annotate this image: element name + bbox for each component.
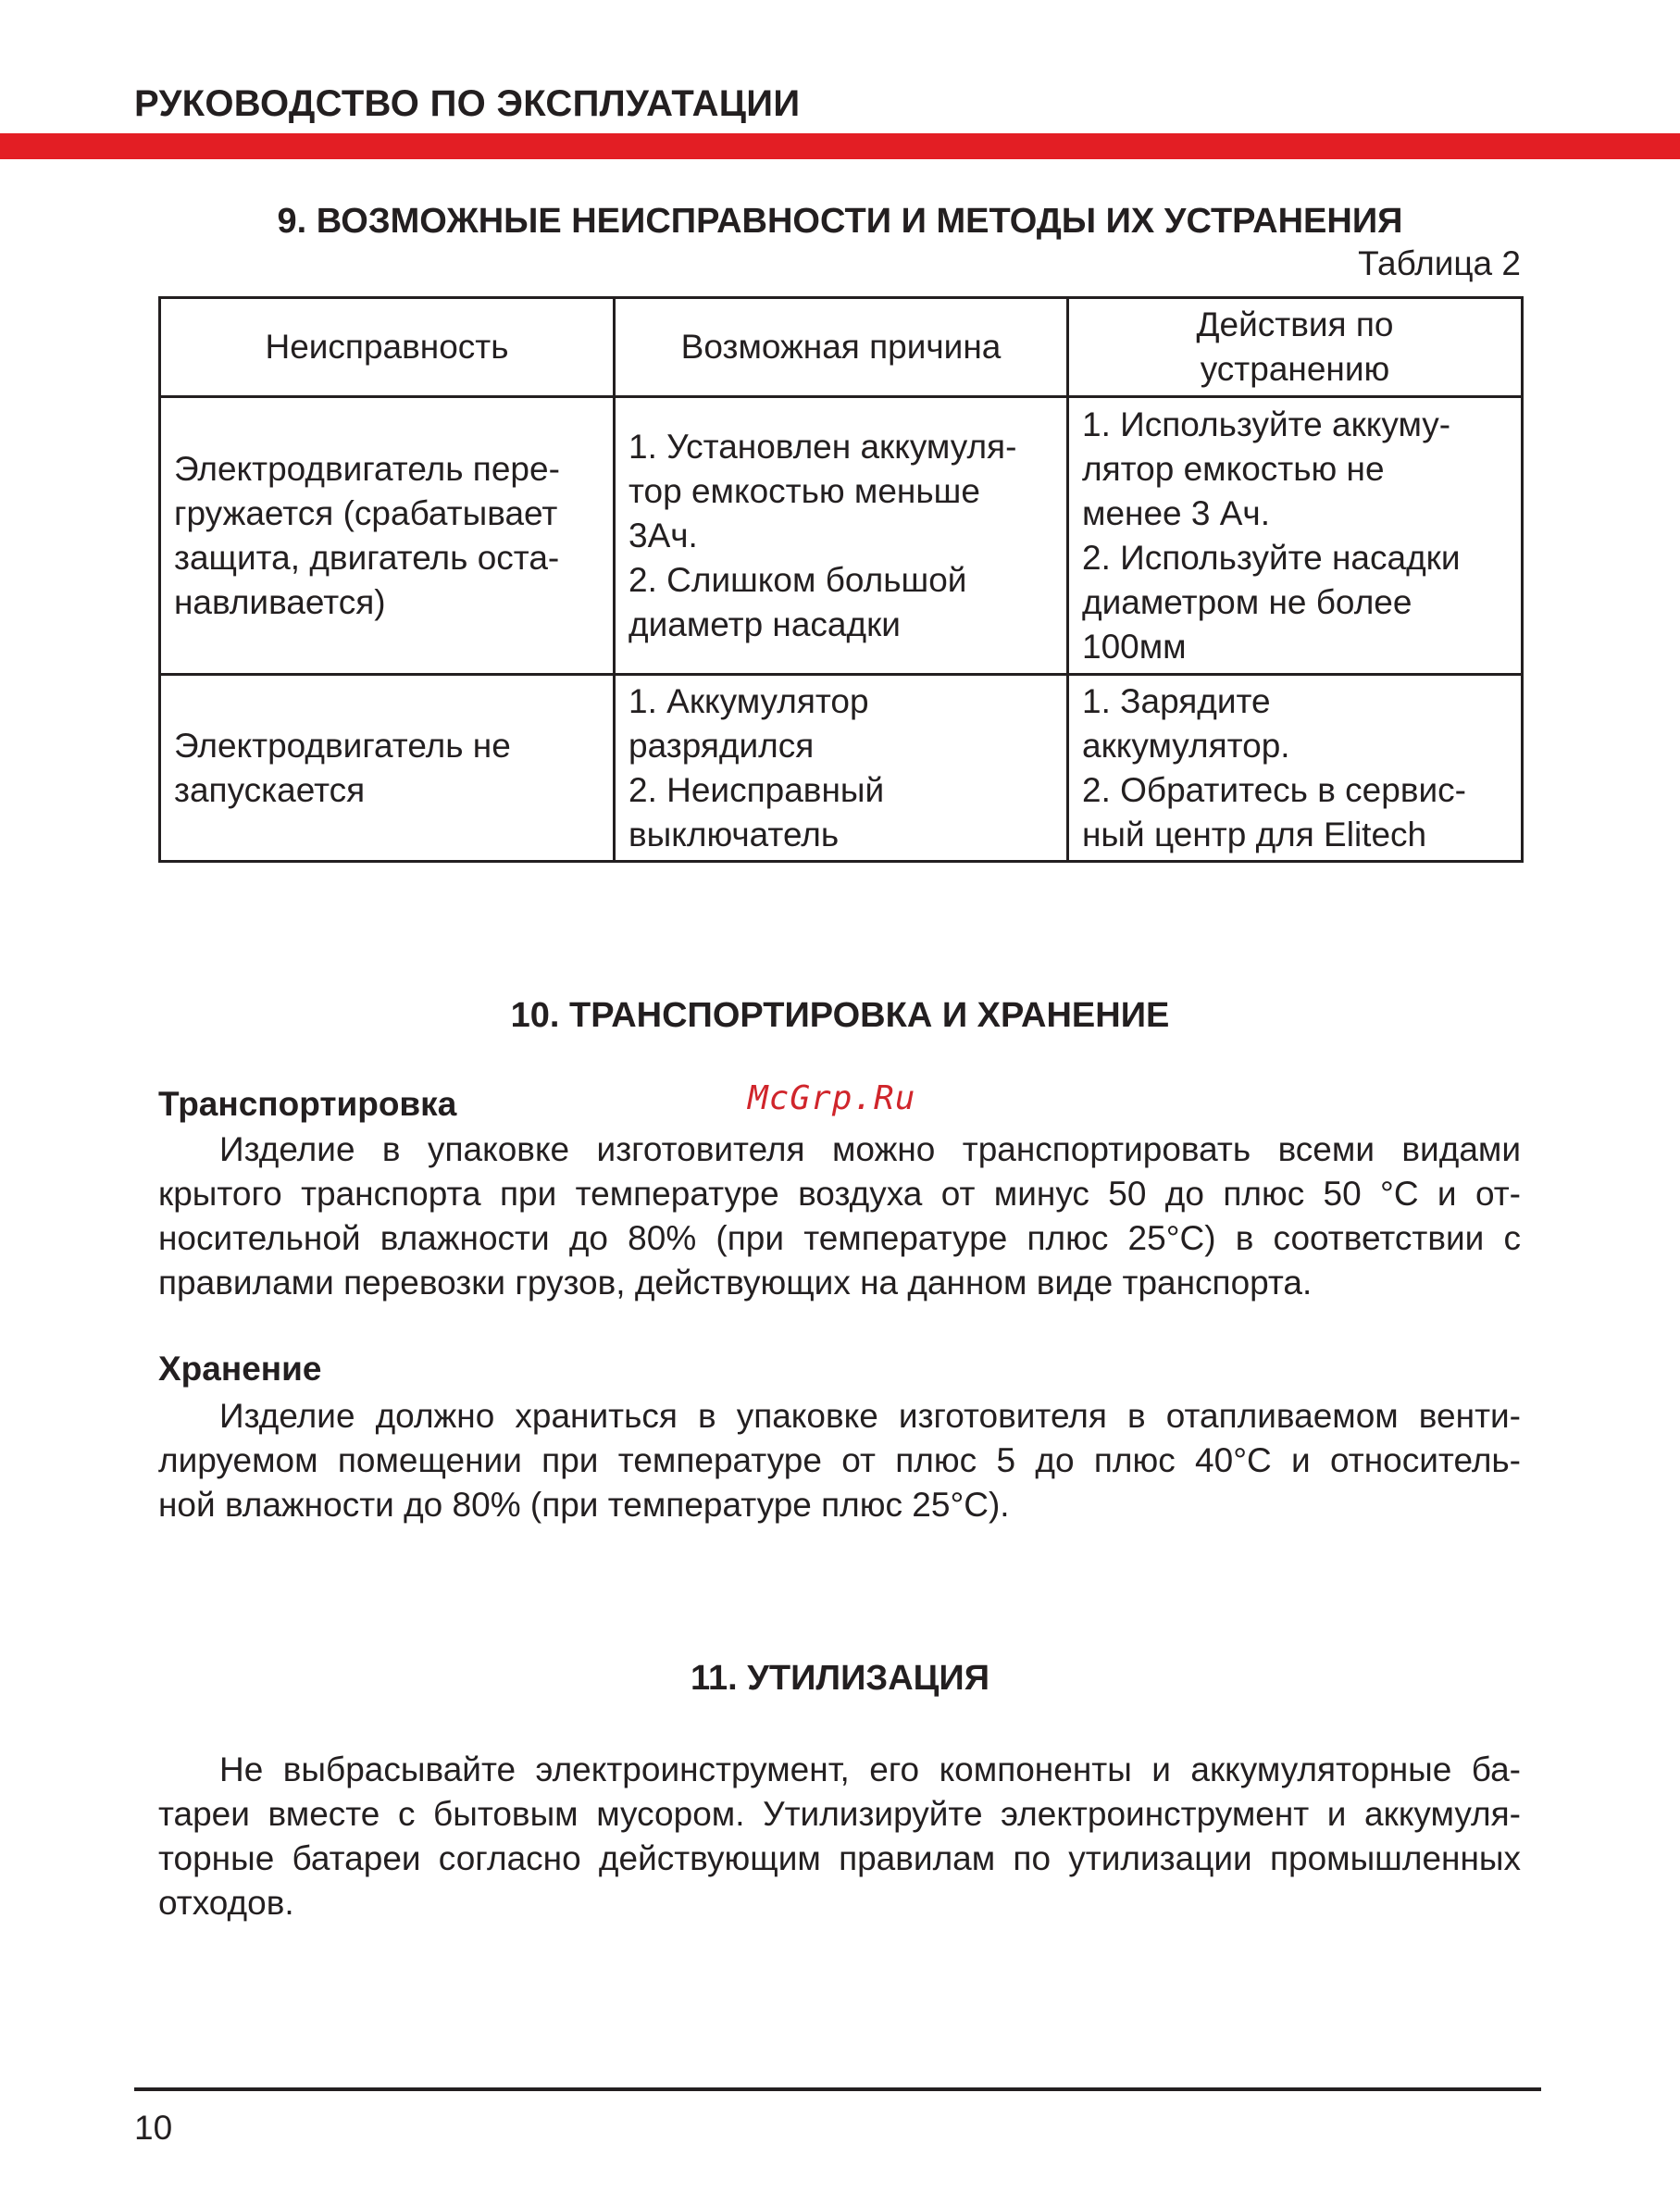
footer-rule bbox=[134, 2087, 1541, 2091]
fault-table bbox=[158, 296, 1524, 863]
header-red-bar bbox=[0, 133, 1680, 159]
section-9-title: 9. ВОЗМОЖНЫЕ НЕИСПРАВНОСТИ И МЕТОДЫ ИХ УСТРАНЕНИЯ bbox=[277, 202, 1403, 241]
action-cell: 1. Зарядите аккумулятор. 2. Обратитесь в сервис- ный центр для Elitech bbox=[1068, 675, 1523, 862]
transport-heading: Транспортировка bbox=[158, 1085, 457, 1123]
storage-paragraph: Изделие должно храниться в упаковке изготовителя в отапливаемом венти- лируемом помещении при температуре от плюс 5 до плюс 40°С и относитель- ной влажности до 80% (при температуре плюс 25°С). bbox=[158, 1397, 1521, 1524]
table-header-row bbox=[160, 298, 1523, 397]
cause-cell: 1. Аккумулятор разрядился 2. Неисправный выключатель bbox=[615, 675, 1068, 862]
section-11-title: 11. УТИЛИЗАЦИЯ bbox=[690, 1659, 990, 1698]
transport-paragraph: Изделие в упаковке изготовителя можно транспортировать всеми видами крытого транспорта при температуре воздуха от минус 50 до плюс 50 °С и от- носительной влажности до 80% (при температуре плюс 25°С) в соответствии с правилами перевозки грузов, действующих на данном виде транспорта. bbox=[158, 1130, 1521, 1302]
page-header-title: РУКОВОДСТВО ПО ЭКСПЛУАТАЦИИ bbox=[134, 83, 801, 124]
watermark: McGrp.Ru bbox=[748, 1079, 916, 1117]
action-cell: 1. Используйте аккуму- лятор емкостью не менее 3 Ач. 2. Используйте насадки диаметром не более 100мм bbox=[1068, 397, 1523, 675]
section-10-title: 10. ТРАНСПОРТИРОВКА И ХРАНЕНИЕ bbox=[510, 996, 1170, 1035]
disposal-paragraph: Не выбрасывайте электроинструмент, его компоненты и аккумуляторные ба- тареи вместе с бытовым мусором. Утилизируйте электроинструмент и аккумуля- торные батареи согласно действующим правилам по утилизации промышленных отходов. bbox=[158, 1750, 1521, 1922]
column-header-action: Действия по устранению bbox=[1068, 298, 1523, 397]
table-label: Таблица 2 bbox=[1358, 244, 1521, 282]
fault-cell: Электродвигатель не запускается bbox=[160, 675, 615, 862]
column-header-fault: Неисправность bbox=[160, 298, 615, 397]
cause-cell: 1. Установлен аккумуля- тор емкостью меньше 3Ач. 2. Слишком большой диаметр насадки bbox=[615, 397, 1068, 675]
fault-cell: Электродвигатель пере- гружается (срабатывает защита, двигатель оста- навливается) bbox=[160, 397, 615, 675]
table-row bbox=[160, 397, 1523, 675]
column-header-cause: Возможная причина bbox=[615, 298, 1068, 397]
table-row bbox=[160, 675, 1523, 862]
page-number: 10 bbox=[134, 2109, 173, 2147]
storage-heading: Хранение bbox=[158, 1350, 322, 1388]
